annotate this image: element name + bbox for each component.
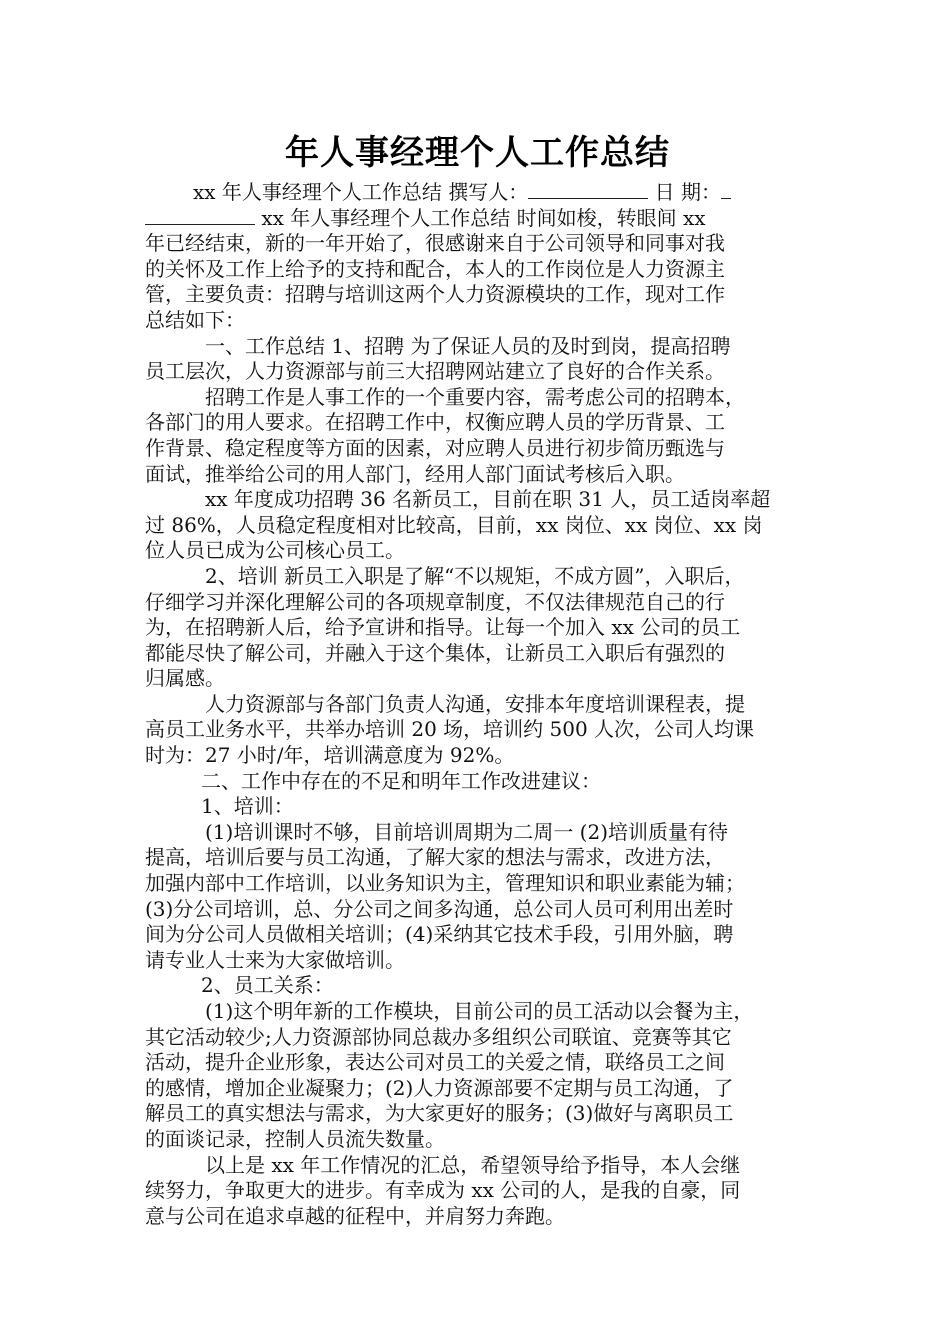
text-line — [145, 410, 810, 436]
fill-in-blank — [528, 180, 648, 199]
line-text: 各部门的用人要求。在招聘工作中，权衡应聘人员的学历背景、工 — [145, 410, 725, 435]
text-line — [145, 743, 810, 769]
text-line — [145, 308, 810, 334]
text-line — [145, 1076, 810, 1102]
text-line — [145, 973, 810, 999]
line-text: 的面谈记录，控制人员流失数量。 — [145, 1126, 445, 1151]
line-text: 其它活动较少;人力资源部协同总裁办多组织公司联谊、竞赛等其它 — [145, 1024, 732, 1049]
text-line — [145, 257, 810, 283]
line-text: 管，主要负责：招聘与培训这两个人力资源模块的工作，现对工作 — [145, 282, 725, 307]
text-line — [145, 794, 810, 820]
text-line — [145, 845, 810, 871]
line-text: 面试，推举给公司的用人部门，经用人部门面试考核后入职。 — [145, 461, 685, 486]
text-line — [145, 999, 810, 1025]
line-text-after: 日 期： — [648, 180, 721, 204]
text-line — [145, 1178, 810, 1204]
text-line — [145, 666, 810, 692]
line-text: 归属感。 — [145, 666, 225, 691]
text-line — [145, 538, 810, 564]
line-text: 仔细学习并深化理解公司的各项规章制度，不仅法律规范自己的行 — [145, 589, 725, 614]
line-text: 加强内部中工作培训，以业务知识为主，管理知识和职业素能为辅； — [145, 871, 745, 896]
text-line — [145, 641, 810, 667]
line-text: (1)培训课时不够，目前培训周期为二周一 (2)培训质量有待 — [205, 819, 729, 844]
line-text-after: xx 年人事经理个人工作总结 时间如梭，转眼间 xx — [255, 205, 706, 230]
line-text: 招聘工作是人事工作的一个重要内容，需考虑公司的招聘本， — [205, 384, 745, 409]
line-text: 2、员工关系： — [201, 973, 334, 998]
line-text: 都能尽快了解公司，并融入于这个集体，让新员工入职后有强烈的 — [145, 640, 725, 665]
line-text: 高员工业务水平，共举办培训 20 场，培训约 500 人次，公司人均课 — [145, 717, 755, 742]
line-text: 时为：27 小时/年，培训满意度为 92%。 — [145, 743, 515, 768]
line-text: 总结如下： — [145, 307, 245, 332]
text-line — [145, 1101, 810, 1127]
text-line — [145, 1050, 810, 1076]
text-line — [145, 948, 810, 974]
line-text: 解员工的真实想法与需求，为大家更好的服务；(3)做好与离职员工 — [145, 1101, 734, 1126]
text-line — [145, 769, 810, 795]
line-text: 位人员已成为公司核心员工。 — [145, 538, 405, 563]
line-text: 活动，提升企业形象，表达公司对员工的关爱之情，联络员工之间 — [145, 1050, 725, 1075]
line-text: 意与公司在追求卓越的征程中，并肩努力奔跑。 — [145, 1203, 565, 1228]
line-text: 以上是 xx 年工作情况的汇总，希望领导给予指导，本人会继 — [205, 1152, 741, 1177]
text-line — [145, 436, 810, 462]
text-line — [145, 359, 810, 385]
text-line — [145, 717, 810, 743]
line-text: 过 86%，人员稳定程度相对比较高，目前，xx 岗位、xx 岗位、xx 岗 — [145, 512, 763, 537]
text-line — [145, 1025, 810, 1051]
line-text: 员工层次，人力资源部与前三大招聘网站建立了良好的合作关系。 — [145, 359, 725, 384]
fill-in-blank — [721, 180, 731, 199]
text-line — [145, 1204, 810, 1230]
text-line — [145, 462, 810, 488]
line-text: xx 年人事经理个人工作总结 撰写人： — [193, 180, 529, 204]
line-text: 2、培训 新员工入职是了解“不以规矩，不成方圆”，入职后， — [205, 563, 745, 588]
fill-in-blank — [145, 206, 255, 225]
text-line — [145, 871, 810, 897]
line-text: xx 年度成功招聘 36 名新员工，目前在职 31 人，员工适岗率超 — [205, 487, 771, 512]
text-line — [145, 1153, 810, 1179]
line-text: 为，在招聘新人后，给予宣讲和指导。让每一个加入 xx 公司的员工 — [145, 615, 741, 640]
text-line — [145, 180, 810, 206]
text-line — [145, 334, 810, 360]
line-text: 续努力，争取更大的进步。有幸成为 xx 公司的人，是我的自豪，同 — [145, 1178, 741, 1203]
line-text: 请专业人士来为大家做培训。 — [145, 947, 405, 972]
text-line — [145, 206, 810, 232]
document-title: 年人事经理个人工作总结 — [285, 133, 670, 173]
document-body — [145, 180, 810, 1229]
line-text: 的关怀及工作上给予的支持和配合，本人的工作岗位是人力资源主 — [145, 256, 725, 281]
document-page — [145, 130, 810, 1229]
text-line — [145, 897, 810, 923]
text-line — [145, 231, 810, 257]
line-text: 人力资源部与各部门负责人沟通，安排本年度培训课程表，提 — [205, 691, 745, 716]
text-line — [145, 487, 810, 513]
line-text: (3)分公司培训，总、分公司之间多沟通，总公司人员可利用出差时 — [145, 896, 734, 921]
line-text: 提高，培训后要与员工沟通，了解大家的想法与需求，改进方法， — [145, 845, 725, 870]
line-text: 1、培训： — [201, 794, 294, 819]
line-text: (1)这个明年新的工作模块，目前公司的员工活动以会餐为主， — [205, 999, 754, 1023]
line-text: 年已经结束，新的一年开始了，很感谢来自于公司领导和同事对我 — [145, 231, 725, 256]
text-line — [145, 692, 810, 718]
text-line — [145, 922, 810, 948]
line-text: 二、工作中存在的不足和明年工作改进建议： — [201, 768, 601, 793]
text-line — [145, 590, 810, 616]
text-line — [145, 564, 810, 590]
text-line — [145, 1127, 810, 1153]
text-line — [145, 282, 810, 308]
line-text: 间为分公司人员做相关培训；(4)采纳其它技术手段，引用外脑，聘 — [145, 922, 734, 947]
text-line — [145, 513, 810, 539]
line-text: 一、工作总结 1、招聘 为了保证人员的及时到岗，提高招聘 — [205, 333, 731, 358]
text-line — [145, 385, 810, 411]
line-text: 作背景、稳定程度等方面的因素，对应聘人员进行初步简历甄选与 — [145, 435, 725, 460]
text-line — [145, 615, 810, 641]
line-text: 的感情，增加企业凝聚力；(2)人力资源部要不定期与员工沟通，了 — [145, 1075, 734, 1100]
text-line — [145, 820, 810, 846]
